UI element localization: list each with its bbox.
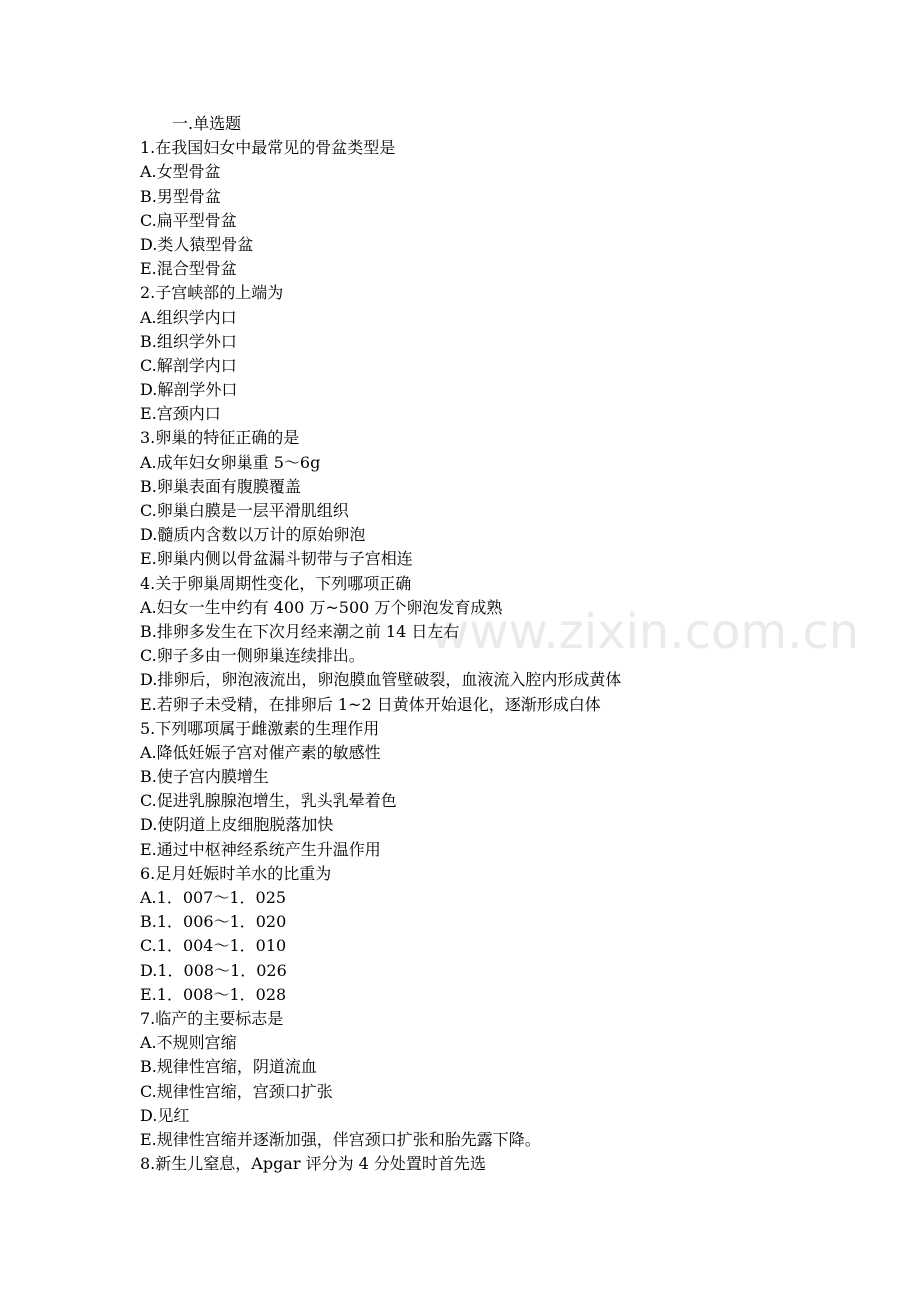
option-line: D.类人猿型骨盆: [140, 234, 254, 254]
question-8: 8.新生儿窒息，Apgar 评分为 4 分处置时首先选: [140, 1154, 486, 1174]
question-7: 7.临产的主要标志是: [140, 1008, 284, 1028]
option-line: E.卵巢内侧以骨盆漏斗韧带与子宫相连: [140, 549, 413, 569]
option-line: C.促进乳腺腺泡增生，乳头乳晕着色: [140, 791, 397, 811]
option-line: D.排卵后，卵泡液流出，卵泡膜血管壁破裂，血液流入腔内形成黄体: [140, 670, 622, 690]
question-5: 5.下列哪项属于雌激素的生理作用: [140, 718, 380, 738]
option-line: E.通过中枢神经系统产生升温作用: [140, 839, 381, 859]
question-1: 1.在我国妇女中最常见的骨盆类型是: [140, 138, 396, 158]
option-line: D.1．008～1．026: [140, 960, 287, 980]
option-line: C.卵子多由一侧卵巢连续排出。: [140, 646, 365, 666]
option-line: E.1．008～1．028: [140, 984, 287, 1004]
option-line: D.髓质内含数以万计的原始卵泡: [140, 525, 366, 545]
option-line: C.扁平型骨盆: [140, 210, 237, 230]
option-line: A.不规则宫缩: [140, 1033, 237, 1053]
option-line: C.卵巢白膜是一层平滑肌组织: [140, 501, 349, 520]
option-line: B.1．006～1．020: [140, 912, 287, 932]
option-line: B.排卵多发生在下次月经来潮之前 14 日左右: [140, 621, 460, 641]
option-line: C.规律性宫缩，宫颈口扩张: [140, 1081, 333, 1101]
question-4: 4.关于卵巢周期性变化，下列哪项正确: [140, 573, 412, 593]
question-2: 2.子宫峡部的上端为: [140, 283, 284, 303]
option-line: A.女型骨盆: [140, 162, 221, 182]
option-line: B.使子宫内膜增生: [140, 767, 269, 787]
option-line: D.见红: [140, 1105, 190, 1125]
option-line: A.妇女一生中约有 400 万~500 万个卵泡发育成熟: [140, 597, 503, 617]
section-title: 一.单选题: [172, 114, 242, 133]
option-line: E.若卵子未受精，在排卵后 1~2 日黄体开始退化，逐渐形成白体: [140, 694, 601, 714]
option-line: A.1．007～1．025: [140, 888, 287, 907]
option-line: E.混合型骨盆: [140, 259, 237, 279]
option-line: B.组织学外口: [140, 331, 237, 351]
option-line: B.卵巢表面有腹膜覆盖: [140, 476, 301, 496]
question-6: 6.足月妊娠时羊水的比重为: [140, 863, 332, 883]
question-3: 3.卵巢的特征正确的是: [140, 428, 300, 448]
option-line: C.解剖学内口: [140, 355, 237, 375]
watermark: www.zixin.com.cn: [430, 604, 860, 660]
option-line: E.规律性宫缩并逐渐加强，伴宫颈口扩张和胎先露下降。: [140, 1129, 541, 1149]
option-line: A.组织学内口: [140, 307, 237, 327]
option-line: A.成年妇女卵巢重 5～6g: [140, 452, 321, 472]
question-list: [140, 112, 780, 1176]
option-line: C.1．004～1．010: [140, 936, 287, 956]
option-line: A.降低妊娠子宫对催产素的敏感性: [140, 742, 381, 762]
option-line: D.解剖学外口: [140, 380, 238, 400]
option-line: E.宫颈内口: [140, 404, 221, 424]
option-line: B.规律性宫缩，阴道流血: [140, 1057, 317, 1077]
option-line: D.使阴道上皮细胞脱落加快: [140, 815, 334, 835]
option-line: B.男型骨盆: [140, 186, 221, 206]
